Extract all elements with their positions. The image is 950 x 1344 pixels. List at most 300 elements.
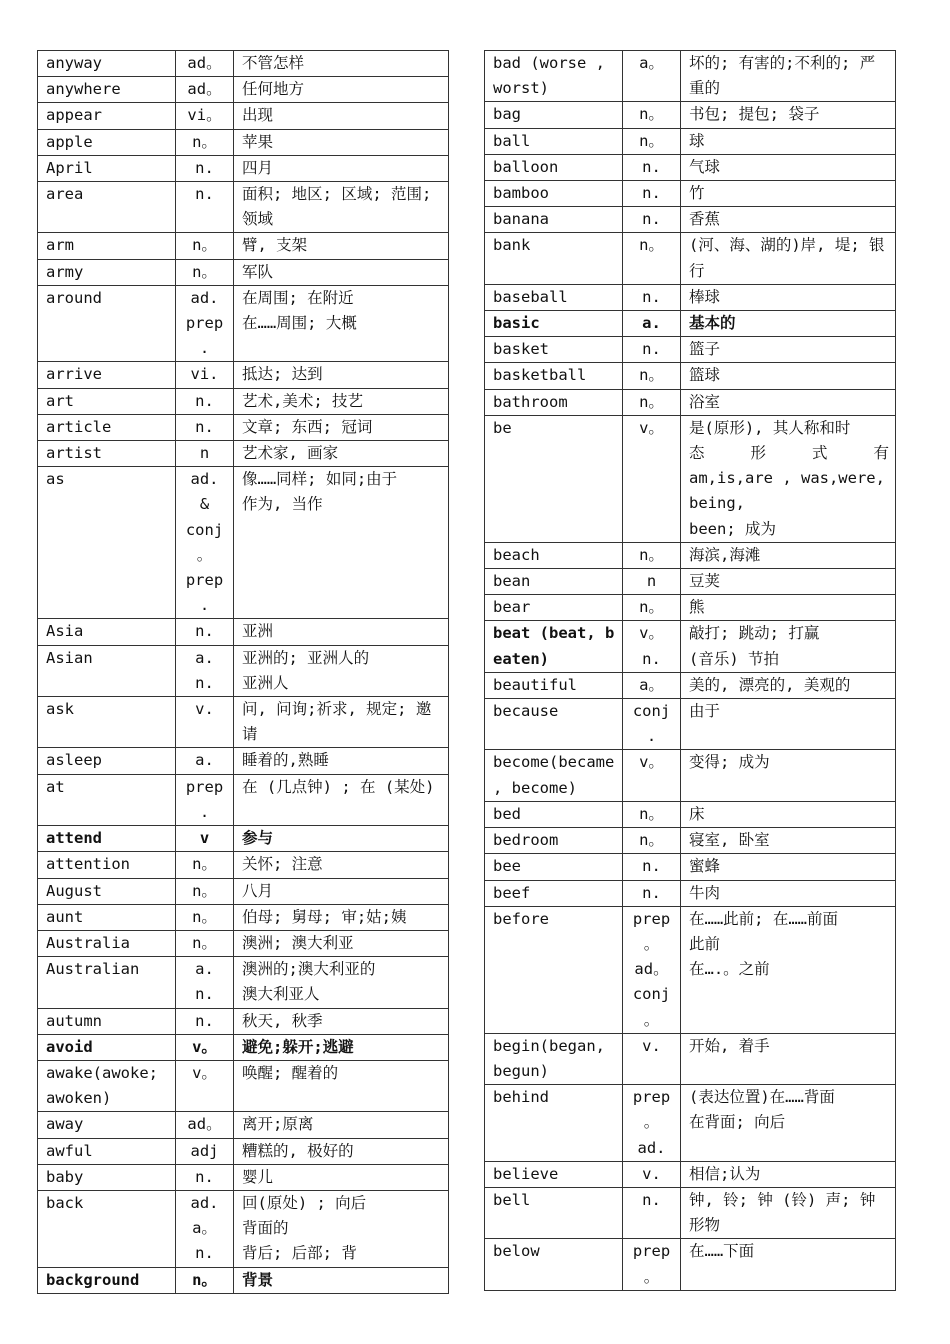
vocab-part-of-speech — [176, 414, 234, 440]
vocab-row — [485, 854, 896, 880]
definition-line: 苹果 — [242, 132, 274, 151]
pos-line: n. — [195, 985, 214, 1004]
definition-line: 婴儿 — [242, 1167, 274, 1186]
vocab-definition — [681, 569, 896, 595]
vocab-definition — [681, 233, 896, 284]
definition-line: 书包; 提包; 袋子 — [689, 105, 820, 124]
vocab-definition — [234, 904, 449, 930]
vocab-word: autumn — [38, 1008, 176, 1034]
definition-line: 牛肉 — [689, 883, 721, 902]
vocab-row — [485, 750, 896, 801]
definition-line: 在……周围; 大概 — [242, 314, 357, 333]
definition-line: 此前 — [689, 934, 721, 953]
vocab-part-of-speech — [623, 415, 681, 542]
definition-line: (表达位置)在……背面 — [689, 1088, 835, 1107]
vocab-row — [38, 852, 449, 878]
vocab-part-of-speech — [176, 1164, 234, 1190]
pos-line: a。 — [639, 54, 664, 72]
definition-line: 背面的 — [242, 1219, 289, 1238]
vocab-word: bell — [485, 1187, 623, 1238]
pos-line: n. — [642, 340, 661, 359]
vocab-row — [38, 441, 449, 467]
vocab-row — [485, 207, 896, 233]
definition-line: 在……此前; 在……前面 — [689, 909, 838, 928]
vocab-row — [485, 1033, 896, 1084]
vocab-row — [485, 389, 896, 415]
vocab-definition — [234, 51, 449, 77]
vocab-definition — [681, 51, 896, 102]
vocab-table-right — [484, 50, 896, 1291]
vocab-row — [485, 233, 896, 284]
pos-line: vi。 — [187, 106, 222, 125]
vocab-word: awake(awoke; awoken) — [38, 1060, 176, 1111]
vocab-definition — [234, 285, 449, 362]
vocab-row — [38, 619, 449, 645]
vocab-row — [485, 1239, 896, 1290]
vocab-part-of-speech — [623, 389, 681, 415]
pos-line: a. — [195, 960, 214, 979]
definition-line: 由于 — [689, 702, 721, 721]
pos-line: ad. — [190, 1193, 219, 1212]
definition-line: 面积; 地区; 区域; 范围; 领域 — [242, 185, 432, 229]
vocab-row — [485, 569, 896, 595]
definition-line: 相信;认为 — [689, 1164, 761, 1183]
vocab-word: avoid — [38, 1034, 176, 1060]
vocab-part-of-speech — [623, 1239, 681, 1290]
pos-line: adj — [190, 1141, 219, 1160]
vocab-word: article — [38, 414, 176, 440]
pos-line: n。 — [192, 1270, 217, 1289]
vocab-word: behind — [485, 1085, 623, 1162]
vocab-part-of-speech — [176, 697, 234, 748]
pos-line: prep — [185, 777, 224, 796]
pos-line: vi. — [190, 365, 219, 384]
vocab-definition — [234, 362, 449, 388]
vocab-definition — [681, 1187, 896, 1238]
pos-line: conj — [632, 702, 671, 721]
definition-line: 棒球 — [689, 287, 721, 306]
vocab-word: beef — [485, 880, 623, 906]
pos-line: n。 — [192, 236, 217, 255]
vocab-definition — [234, 1034, 449, 1060]
vocab-row — [38, 77, 449, 103]
vocab-part-of-speech — [176, 51, 234, 77]
vocab-part-of-speech — [176, 233, 234, 259]
pos-line: n。 — [639, 598, 664, 617]
vocab-word: army — [38, 259, 176, 285]
vocab-row — [485, 128, 896, 154]
definition-line: 秋天, 秋季 — [242, 1011, 323, 1030]
vocab-part-of-speech — [623, 311, 681, 337]
vocab-definition — [681, 415, 896, 542]
vocab-definition — [681, 207, 896, 233]
definition-line: 床 — [689, 804, 705, 823]
vocab-word: away — [38, 1112, 176, 1138]
vocab-word: appear — [38, 103, 176, 129]
vocab-part-of-speech — [623, 363, 681, 389]
vocab-word: because — [485, 699, 623, 750]
pos-line: n. — [642, 184, 661, 203]
vocab-word: before — [485, 906, 623, 1033]
pos-line: ad。 — [187, 80, 222, 99]
vocab-definition — [234, 441, 449, 467]
vocab-word: Australian — [38, 957, 176, 1008]
vocab-word: asleep — [38, 748, 176, 774]
vocab-definition — [234, 1267, 449, 1293]
vocab-definition — [234, 414, 449, 440]
vocab-row — [38, 182, 449, 233]
pos-line: n。 — [639, 545, 664, 564]
definition-line: 澳洲; 澳大利亚 — [242, 933, 354, 952]
definition-line: 寝室, 卧室 — [689, 831, 770, 850]
pos-line: . — [646, 727, 657, 746]
vocab-word: attend — [38, 826, 176, 852]
definition-line: 在周围; 在附近 — [242, 288, 354, 307]
vocab-definition — [681, 542, 896, 568]
vocab-part-of-speech — [176, 930, 234, 956]
vocab-word: become(became , become) — [485, 750, 623, 801]
vocab-row — [485, 102, 896, 128]
pos-line: v。 — [192, 1063, 217, 1082]
definition-line: 基本的 — [689, 314, 736, 333]
vocab-word: attention — [38, 852, 176, 878]
vocab-word: bathroom — [485, 389, 623, 415]
vocab-definition — [234, 388, 449, 414]
definition-line: 钟, 铃; 钟 (铃) 声; 钟形物 — [689, 1190, 876, 1235]
definition-line: 出现 — [242, 106, 274, 125]
definition-line: 篮子 — [689, 340, 721, 359]
vocab-word: as — [38, 467, 176, 619]
definition-line: 任何地方 — [242, 80, 305, 99]
vocab-row — [38, 826, 449, 852]
vocab-part-of-speech — [623, 284, 681, 310]
vocab-part-of-speech — [623, 181, 681, 207]
vocab-part-of-speech — [623, 906, 681, 1033]
vocab-part-of-speech — [176, 904, 234, 930]
vocab-row — [485, 906, 896, 1033]
pos-line: n. — [195, 1011, 214, 1030]
definition-line: 艺术家, 画家 — [242, 444, 339, 463]
vocab-part-of-speech — [176, 1190, 234, 1267]
vocab-row — [38, 1267, 449, 1293]
vocab-word: arm — [38, 233, 176, 259]
pos-line: 。 — [643, 934, 660, 953]
pos-line: n。 — [639, 131, 664, 150]
vocab-row — [485, 181, 896, 207]
definition-line: 开始, 着手 — [689, 1036, 770, 1055]
vocab-word: artist — [38, 441, 176, 467]
pos-line: n。 — [192, 933, 217, 952]
vocab-definition — [681, 337, 896, 363]
definition-line: 军队 — [242, 262, 274, 281]
vocab-part-of-speech — [623, 569, 681, 595]
pos-line: n。 — [639, 831, 664, 850]
vocab-word: August — [38, 878, 176, 904]
definition-line: 在 (几点钟) ; 在 (某处) — [242, 777, 435, 796]
vocab-row — [38, 930, 449, 956]
vocab-definition — [234, 233, 449, 259]
vocab-part-of-speech — [176, 155, 234, 181]
definition-line: 避免;躲开;逃避 — [242, 1037, 354, 1056]
pos-line: v。 — [192, 1037, 217, 1056]
vocab-definition — [234, 182, 449, 233]
vocab-word: beautiful — [485, 672, 623, 698]
vocab-definition — [681, 595, 896, 621]
vocab-row — [38, 155, 449, 181]
definition-line: 变得; 成为 — [689, 753, 770, 772]
definition-line: 浴室 — [689, 392, 721, 411]
pos-line: v. — [195, 700, 214, 719]
vocab-word: basic — [485, 311, 623, 337]
vocab-definition — [234, 774, 449, 825]
definition-line: 熊 — [689, 598, 705, 617]
vocab-row — [485, 311, 896, 337]
vocab-row — [38, 904, 449, 930]
pos-line: prep — [632, 1242, 671, 1261]
definition-line: 澳大利亚人 — [242, 985, 320, 1004]
vocab-table-left — [37, 50, 449, 1294]
vocab-row — [485, 672, 896, 698]
vocab-part-of-speech — [623, 1187, 681, 1238]
vocab-word: anywhere — [38, 77, 176, 103]
vocab-row — [38, 748, 449, 774]
vocab-definition — [234, 103, 449, 129]
vocab-definition — [234, 826, 449, 852]
vocab-definition — [234, 645, 449, 696]
vocab-part-of-speech — [623, 699, 681, 750]
vocab-row — [38, 1034, 449, 1060]
pos-line: n. — [642, 210, 661, 229]
vocab-word: bad (worse , worst) — [485, 51, 623, 102]
vocab-word: bedroom — [485, 828, 623, 854]
definition-line: 竹 — [689, 184, 705, 203]
pos-line: prep — [632, 909, 671, 928]
vocab-definition — [681, 801, 896, 827]
vocab-word: below — [485, 1239, 623, 1290]
vocab-definition — [234, 259, 449, 285]
definition-line: 澳洲的;澳大利亚的 — [242, 960, 376, 979]
vocab-definition — [234, 878, 449, 904]
pos-line: n. — [195, 673, 214, 692]
definition-line: 亚洲 — [242, 622, 274, 641]
vocab-word: April — [38, 155, 176, 181]
pos-line: ad。 — [187, 1115, 222, 1134]
pos-line: n — [199, 444, 210, 463]
definition-line: 文章; 东西; 冠词 — [242, 417, 373, 436]
vocab-part-of-speech — [623, 621, 681, 672]
vocab-word: at — [38, 774, 176, 825]
pos-line: . — [199, 339, 210, 358]
definition-line: 篮球 — [689, 366, 721, 385]
vocab-part-of-speech — [176, 852, 234, 878]
vocab-row — [38, 233, 449, 259]
vocab-part-of-speech — [176, 826, 234, 852]
vocab-row — [485, 337, 896, 363]
vocab-part-of-speech — [176, 1008, 234, 1034]
vocab-word: Asia — [38, 619, 176, 645]
vocab-definition — [234, 957, 449, 1008]
vocab-part-of-speech — [623, 154, 681, 180]
definition-line: 伯母; 舅母; 审;姑;姨 — [242, 907, 407, 926]
vocab-word: ball — [485, 128, 623, 154]
vocab-row — [38, 957, 449, 1008]
vocab-definition — [681, 672, 896, 698]
vocab-word: background — [38, 1267, 176, 1293]
vocab-definition — [234, 467, 449, 619]
pos-line: n. — [195, 185, 214, 204]
vocab-row — [485, 801, 896, 827]
vocab-definition — [234, 1164, 449, 1190]
vocab-part-of-speech — [176, 748, 234, 774]
vocab-part-of-speech — [176, 1267, 234, 1293]
definition-line: 糟糕的, 极好的 — [242, 1141, 354, 1160]
vocab-word: bag — [485, 102, 623, 128]
definition-line: 抵达; 达到 — [242, 365, 323, 384]
vocab-part-of-speech — [176, 878, 234, 904]
vocab-definition — [681, 181, 896, 207]
vocab-word: bank — [485, 233, 623, 284]
definition-line: 豆荚 — [689, 572, 721, 591]
vocab-part-of-speech — [176, 77, 234, 103]
pos-line: n。 — [639, 804, 664, 823]
vocab-part-of-speech — [623, 207, 681, 233]
vocab-word: balloon — [485, 154, 623, 180]
vocab-row — [485, 284, 896, 310]
vocab-definition — [234, 77, 449, 103]
vocab-row — [38, 1060, 449, 1111]
vocab-word: basketball — [485, 363, 623, 389]
vocab-word: apple — [38, 129, 176, 155]
pos-line: prep — [185, 571, 224, 590]
vocab-row — [38, 103, 449, 129]
pos-line: a。 — [639, 675, 664, 694]
vocab-definition — [681, 699, 896, 750]
vocab-row — [38, 774, 449, 825]
definition-line: 是(原形), 其人称和时 — [689, 418, 851, 437]
vocab-row — [485, 154, 896, 180]
vocab-word: arrive — [38, 362, 176, 388]
vocab-row — [38, 51, 449, 77]
definition-line: 关怀; 注意 — [242, 855, 323, 874]
vocab-part-of-speech — [623, 672, 681, 698]
definition-line: 在….。之前 — [689, 960, 770, 979]
vocab-word: basket — [485, 337, 623, 363]
vocab-word: bear — [485, 595, 623, 621]
vocab-row — [38, 129, 449, 155]
vocab-word: art — [38, 388, 176, 414]
vocab-row — [485, 699, 896, 750]
vocab-part-of-speech — [176, 362, 234, 388]
pos-line: conj — [185, 520, 224, 539]
pos-line: v。 — [639, 624, 664, 643]
definition-line: 艺术,美术; 技艺 — [242, 391, 363, 410]
vocab-row — [38, 645, 449, 696]
definition-line: 参与 — [242, 829, 274, 848]
definition-line: 球 — [689, 131, 705, 150]
pos-line: . — [199, 596, 210, 615]
vocab-definition — [681, 102, 896, 128]
vocab-part-of-speech — [623, 854, 681, 880]
vocab-definition — [234, 748, 449, 774]
pos-line: n. — [642, 287, 661, 306]
vocab-definition — [234, 697, 449, 748]
pos-line: a。 — [192, 1219, 217, 1238]
vocab-part-of-speech — [623, 337, 681, 363]
vocab-definition — [234, 1008, 449, 1034]
vocab-word: bed — [485, 801, 623, 827]
pos-line: a. — [195, 648, 214, 667]
definition-line: 坏的; 有害的;不利的; 严重的 — [689, 54, 876, 98]
vocab-part-of-speech — [623, 128, 681, 154]
vocab-definition — [681, 311, 896, 337]
pos-line: n。 — [192, 855, 217, 874]
vocab-row — [485, 828, 896, 854]
vocab-definition — [681, 154, 896, 180]
definition-line: 唤醒; 醒着的 — [242, 1063, 339, 1082]
pos-line: n。 — [192, 907, 217, 926]
definition-line: (河、海、湖的)岸, 堤; 银行 — [689, 236, 885, 280]
pos-line: v。 — [639, 418, 664, 437]
pos-line: n。 — [639, 366, 664, 385]
vocab-part-of-speech — [176, 259, 234, 285]
pos-line: prep — [185, 314, 224, 333]
definition-line: 八月 — [242, 881, 274, 900]
definition-line: 问, 问询;祈求, 规定; 邀请 — [242, 700, 432, 744]
pos-line: 。 — [643, 1267, 660, 1286]
definition-line: 离开;原离 — [242, 1115, 314, 1134]
definition-line: 作为, 当作 — [242, 495, 323, 514]
pos-line: n — [646, 572, 657, 591]
vocab-definition — [681, 1033, 896, 1084]
vocab-row — [38, 1008, 449, 1034]
pos-line: n。 — [192, 881, 217, 900]
vocab-row — [38, 1112, 449, 1138]
pos-line: n。 — [639, 236, 664, 255]
vocab-row — [485, 1085, 896, 1162]
vocab-definition — [681, 828, 896, 854]
pos-line: ad. — [190, 470, 219, 489]
vocab-word: ask — [38, 697, 176, 748]
vocab-row — [38, 259, 449, 285]
pos-line: n. — [642, 649, 661, 668]
vocab-row — [485, 51, 896, 102]
vocab-part-of-speech — [623, 233, 681, 284]
vocab-row — [38, 285, 449, 362]
definition-line: (音乐) 节拍 — [689, 649, 779, 668]
definition-line: 不管怎样 — [242, 54, 305, 72]
vocab-word: be — [485, 415, 623, 542]
vocab-definition — [234, 1190, 449, 1267]
vocab-part-of-speech — [176, 1034, 234, 1060]
definition-line: 在背面; 向后 — [689, 1113, 786, 1132]
vocab-row — [38, 1190, 449, 1267]
vocab-definition — [681, 1239, 896, 1290]
pos-line: n。 — [639, 105, 664, 124]
vocab-definition — [234, 930, 449, 956]
pos-line: n。 — [639, 392, 664, 411]
vocab-word: awful — [38, 1138, 176, 1164]
pos-line: n. — [642, 883, 661, 902]
pos-line: a. — [642, 314, 661, 333]
definition-line: 臂, 支架 — [242, 236, 308, 255]
vocab-definition — [234, 1112, 449, 1138]
definition-line: been; 成为 — [689, 519, 776, 538]
definition-line: 睡着的,熟睡 — [242, 751, 329, 770]
definition-line: 在……下面 — [689, 1242, 755, 1261]
vocab-part-of-speech — [623, 1161, 681, 1187]
pos-line: n. — [195, 417, 214, 436]
vocab-word: bamboo — [485, 181, 623, 207]
